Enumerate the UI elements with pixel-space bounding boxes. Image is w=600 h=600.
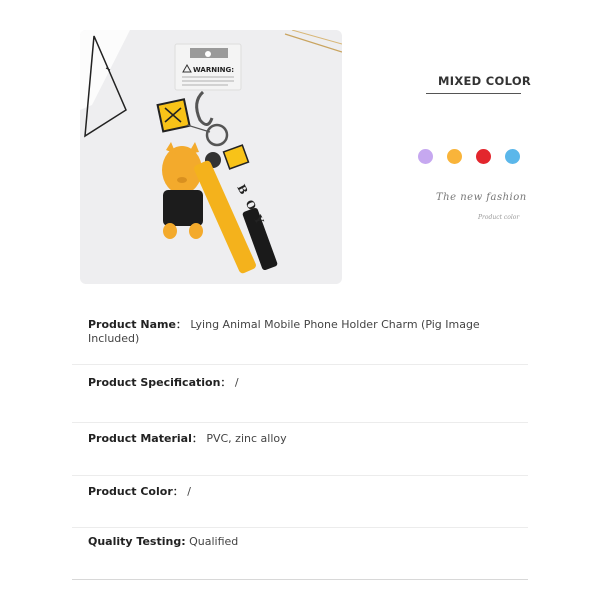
spec-value: Qualified [189, 535, 239, 548]
spec-row-material [72, 423, 528, 476]
mixed-color-title: MIXED COLOR [438, 74, 532, 88]
product-color-script: Product color [478, 214, 520, 221]
spec-value: PVC, zinc alloy [206, 432, 287, 445]
swatch-orange [447, 149, 462, 164]
spec-value: / [234, 376, 239, 389]
swatch-blue [505, 149, 520, 164]
spec-label: Product Color： [88, 485, 184, 498]
keychain-illustration [80, 30, 342, 284]
spec-label: Quality Testing: [88, 535, 186, 548]
swatch-purple [418, 149, 433, 164]
color-swatches [418, 149, 520, 164]
swatch-red [476, 149, 491, 164]
spec-row-name [72, 300, 528, 365]
title-underline [426, 93, 521, 94]
warning-label: WARNING: [193, 66, 235, 74]
product-photo [80, 30, 342, 284]
spec-label: Product Name： [88, 318, 187, 331]
spec-value: Lying Animal Mobile Phone Holder Charm (Pig Image Included) [88, 318, 480, 345]
spec-row-color [72, 476, 528, 528]
spec-label: Product Material： [88, 432, 203, 445]
strap-text: BOY [234, 182, 270, 234]
spec-row-quality [72, 528, 528, 580]
spec-value: / [187, 485, 191, 498]
spec-label: Product Specification： [88, 376, 232, 389]
wrist-strap [193, 145, 278, 274]
fashion-script-text: The new fashion [436, 192, 527, 203]
spec-row-specification [72, 365, 528, 423]
pig-figure [162, 142, 203, 239]
spec-table [72, 300, 528, 580]
